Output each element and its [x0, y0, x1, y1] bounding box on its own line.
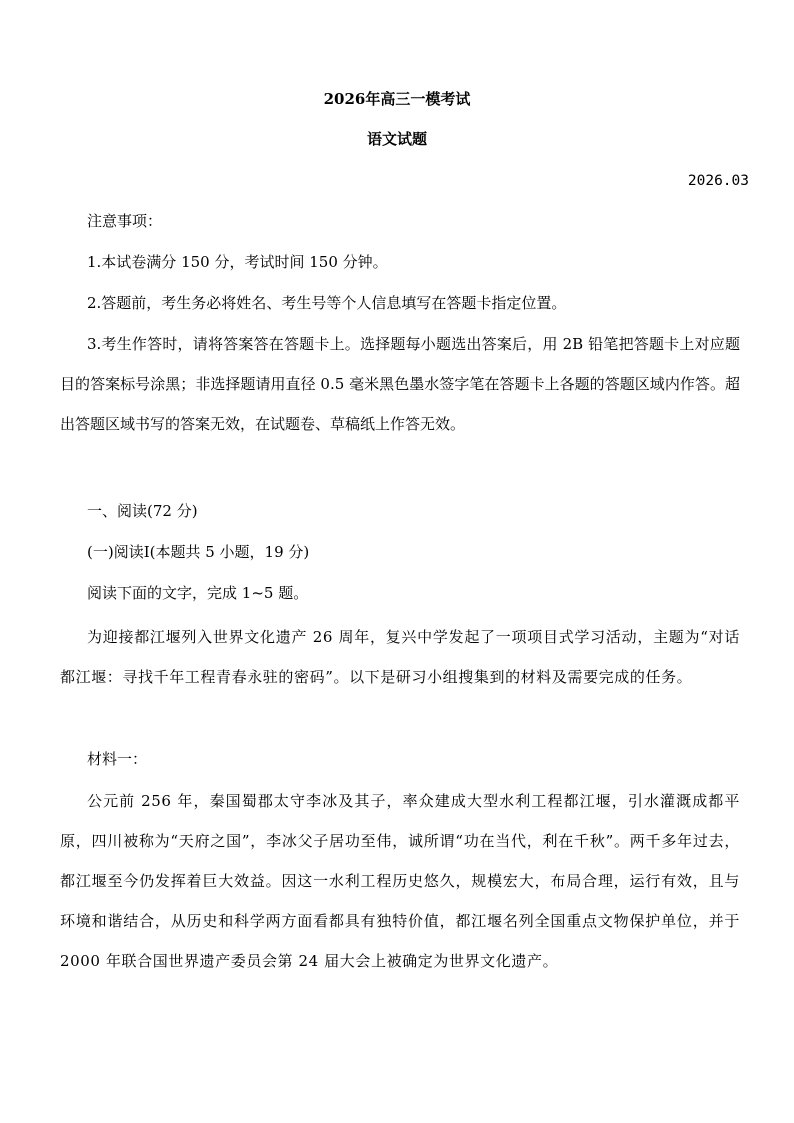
notice-item-2: 2.答题前，考生务必将姓名、考生号等个人信息填写在答题卡指定位置。 [87, 294, 567, 312]
material-one-text: 公元前 256 年，秦国蜀郡太守李冰及其子，率众建成大型水利工程都江堰，引水灌溉成都平原，四川被称为“天府之国”，李冰父子居功至伟，诚所谓“功在当代，利在千秋”。两千多年过去，都江堰至今仍发挥着巨大效益。因这一水利工程历史悠久，规模宏大，布局合理，运行有效，且与环境和谐结合，从历史和科学两方面看都具有独特价值，都江堰名列全国重点文物保护单位，并于 2000 年联合国世界遗产委员会第 24 届大会上被确定为世界文化遗产。 [60, 792, 740, 970]
exam-title: 2026年高三一模考试 [323, 90, 471, 108]
section-subheading: (一)阅读Ⅰ(本题共 5 小题，19 分) [87, 543, 310, 561]
reading-instruction: 阅读下面的文字，完成 1~5 题。 [87, 584, 309, 602]
subject-title: 语文试题 [366, 130, 427, 148]
exam-date: 2026.03 [687, 173, 749, 189]
notice-heading: 注意事项： [87, 212, 163, 230]
notice-item-1: 1.本试卷满分 150 分，考试时间 150 分钟。 [87, 253, 388, 271]
activity-intro: 为迎接都江堰列入世界文化遗产 26 周年，复兴中学发起了一项项目式学习活动，主题为“对话都江堰：寻找千年工程青春永驻的密码”。以下是研习小组搜集到的材料及需要完成的任务。 [60, 628, 740, 686]
material-label: 材料一： [87, 750, 148, 768]
notice-item-3: 3.考生作答时，请将答案答在答题卡上。选择题每小题选出答案后，用 2B 铅笔把答题卡上对应题目的答案标号涂黑；非选择题请用直径 0.5 毫米黑色墨水签字笔在答题卡上各题的答题区域内作答。超出答题区域书写的答案无效，在试题卷、草稿纸上作答无效。 [60, 335, 740, 433]
section-heading: 一、阅读(72 分) [87, 502, 198, 520]
